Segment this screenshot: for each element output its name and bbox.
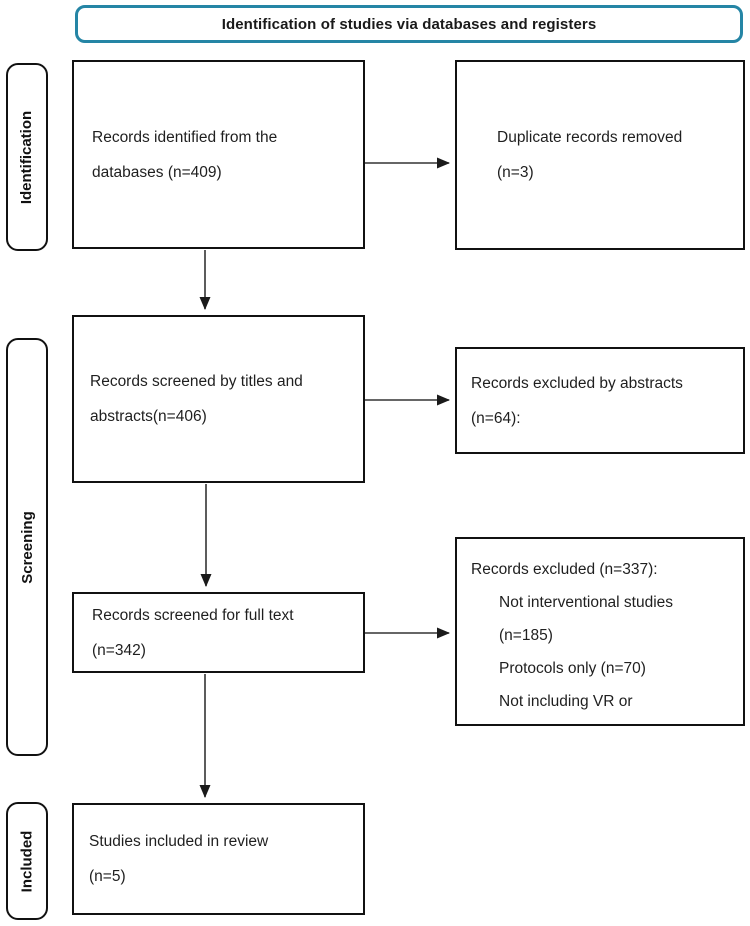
box-duplicates-removed-line-1: Duplicate records removed xyxy=(497,129,683,146)
box-screened-titles-line-1: Records screened by titles and xyxy=(90,373,303,390)
stage-label-identification-text: Identification xyxy=(18,110,36,204)
box-screened-full-text xyxy=(72,592,365,673)
box-screened-full-text-line-2: (n=342) xyxy=(92,641,146,659)
box-duplicates-removed xyxy=(455,60,745,250)
stage-label-identification xyxy=(6,63,48,251)
box-excluded-abstracts-line-1: Records excluded by abstracts xyxy=(471,374,683,392)
box-excluded-full-text-reason-1-count: (n=185) xyxy=(499,627,553,644)
stage-label-included xyxy=(6,802,48,920)
box-excluded-abstracts-line-2: (n=64): xyxy=(471,409,521,427)
box-excluded-full-text-reason-1: Not interventional studies xyxy=(499,594,674,611)
box-records-identified xyxy=(72,60,365,249)
box-excluded-by-abstracts xyxy=(455,347,745,454)
box-records-identified-line-2: databases (n=409) xyxy=(92,163,222,181)
box-included-line-1: Studies included in review xyxy=(89,833,269,850)
banner xyxy=(75,5,743,43)
box-screened-titles-line-2: abstracts(n=406) xyxy=(90,408,207,425)
box-screened-full-text-line-1: Records screened for full text xyxy=(92,606,294,624)
box-excluded-full-text-heading: Records excluded (n=337): xyxy=(471,561,658,578)
box-duplicates-removed-line-2: (n=3) xyxy=(497,164,534,181)
banner-title: Identification of studies via databases and registers xyxy=(221,15,597,33)
box-included-in-review xyxy=(72,803,365,915)
stage-label-screening-text: Screening xyxy=(18,510,36,584)
box-screened-titles-abstracts xyxy=(72,315,365,483)
box-excluded-full-text-reason-3: Not including VR or xyxy=(499,693,633,710)
box-included-line-2: (n=5) xyxy=(89,868,126,885)
box-records-identified-line-1: Records identified from the xyxy=(92,128,278,146)
box-excluded-full-text-reason-2: Protocols only (n=70) xyxy=(499,660,646,677)
box-excluded-full-text xyxy=(455,537,745,726)
stage-label-screening xyxy=(6,338,48,756)
stage-label-included-text: Included xyxy=(18,830,36,892)
